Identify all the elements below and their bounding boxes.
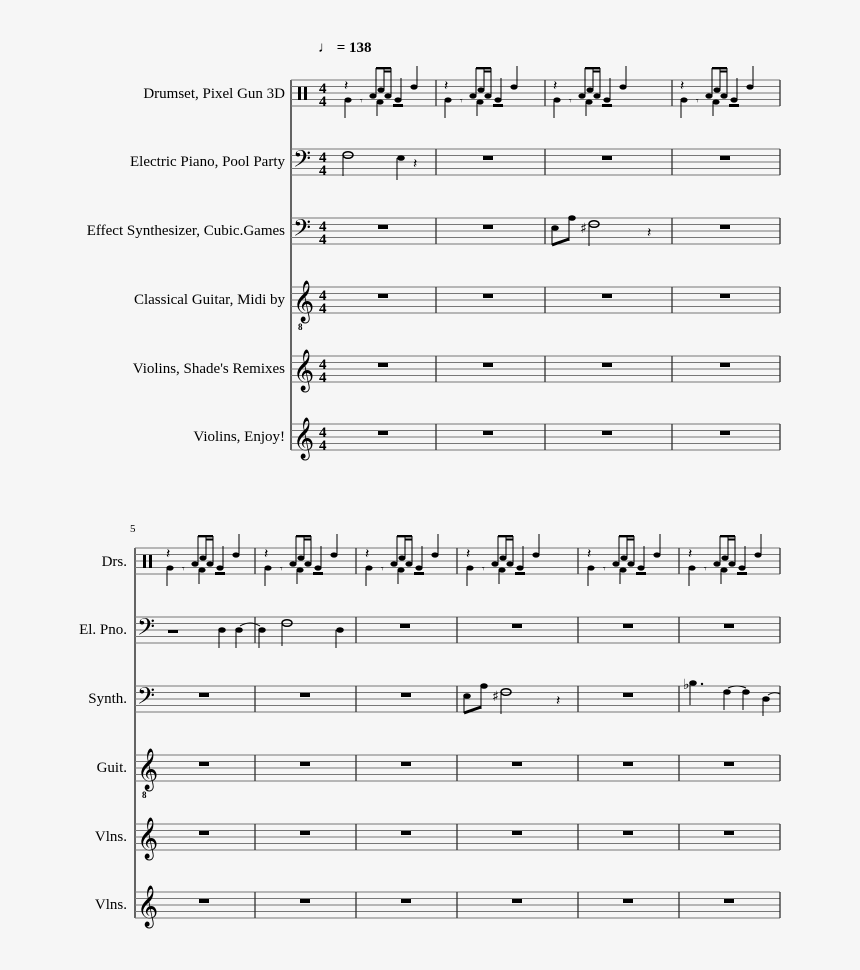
svg-text:4: 4 [319,370,327,386]
instrument-label-classical-guitar: Classical Guitar, Midi by [133,292,285,308]
svg-text:𝄽: 𝄽 [647,225,652,241]
svg-text:♯: ♯ [580,221,587,237]
instrument-label-drs: Drs. [101,554,127,570]
svg-text:𝄢: 𝄢 [293,145,312,178]
svg-text:𝄞: 𝄞 [293,350,315,391]
svg-text:♯: ♯ [492,689,499,705]
svg-text:4: 4 [319,438,327,454]
svg-text:♭: ♭ [683,677,690,693]
svg-text:4: 4 [319,219,327,235]
svg-text:4: 4 [319,288,327,304]
svg-text:4: 4 [319,357,327,373]
svg-text:𝄢: 𝄢 [137,613,156,646]
instrument-label-violins-2: Violins, Enjoy! [193,429,285,445]
instrument-label-synth: Synth. [88,691,127,707]
svg-text:𝄞: 𝄞 [137,749,159,790]
instrument-label-vlns-1: Vlns. [94,829,127,845]
instrument-label-guit: Guit. [96,760,127,776]
svg-text:4: 4 [319,425,327,441]
quarter-note-icon: ♩ [318,40,333,56]
svg-text:4: 4 [319,301,327,317]
svg-text:𝄢: 𝄢 [137,682,156,715]
instrument-label-effect-synth: Effect Synthesizer, Cubic.Games [86,223,285,239]
svg-text:𝄢: 𝄢 [293,214,312,247]
svg-text:𝄞: 𝄞 [293,281,315,322]
svg-text:𝄞: 𝄞 [137,818,159,859]
svg-text:𝄞: 𝄞 [137,886,159,927]
svg-text:𝄞: 𝄞 [293,418,315,459]
svg-text:𝄽: 𝄽 [556,693,561,709]
instrument-label-violins-1: Violins, Shade's Remixes [132,361,285,377]
svg-text:4: 4 [319,94,327,110]
score-notation: 𝄽 𝄾 𝄢 𝄢 𝄞 8 𝄞 𝄞 44 44 44 44 44 44 𝄽 ♯ 𝄽 𝄢 𝄢 𝄞 8 𝄞 𝄞 ♯ 𝄽 ♭ [0,0,860,970]
svg-text:8: 8 [298,322,303,332]
svg-text:4: 4 [319,232,327,248]
svg-text:8: 8 [142,790,147,800]
svg-text:4: 4 [319,150,327,166]
instrument-label-el-pno: El. Pno. [79,622,127,638]
instrument-label-drumset: Drumset, Pixel Gun 3D [143,86,285,102]
svg-text:𝄽: 𝄽 [413,156,418,172]
instrument-label-electric-piano: Electric Piano, Pool Party [130,154,285,170]
svg-text:4: 4 [319,81,327,97]
measure-number: 5 [130,523,136,535]
svg-text:4: 4 [319,163,327,179]
instrument-label-vlns-2: Vlns. [94,897,127,913]
tempo-text: = 138 [336,40,372,56]
